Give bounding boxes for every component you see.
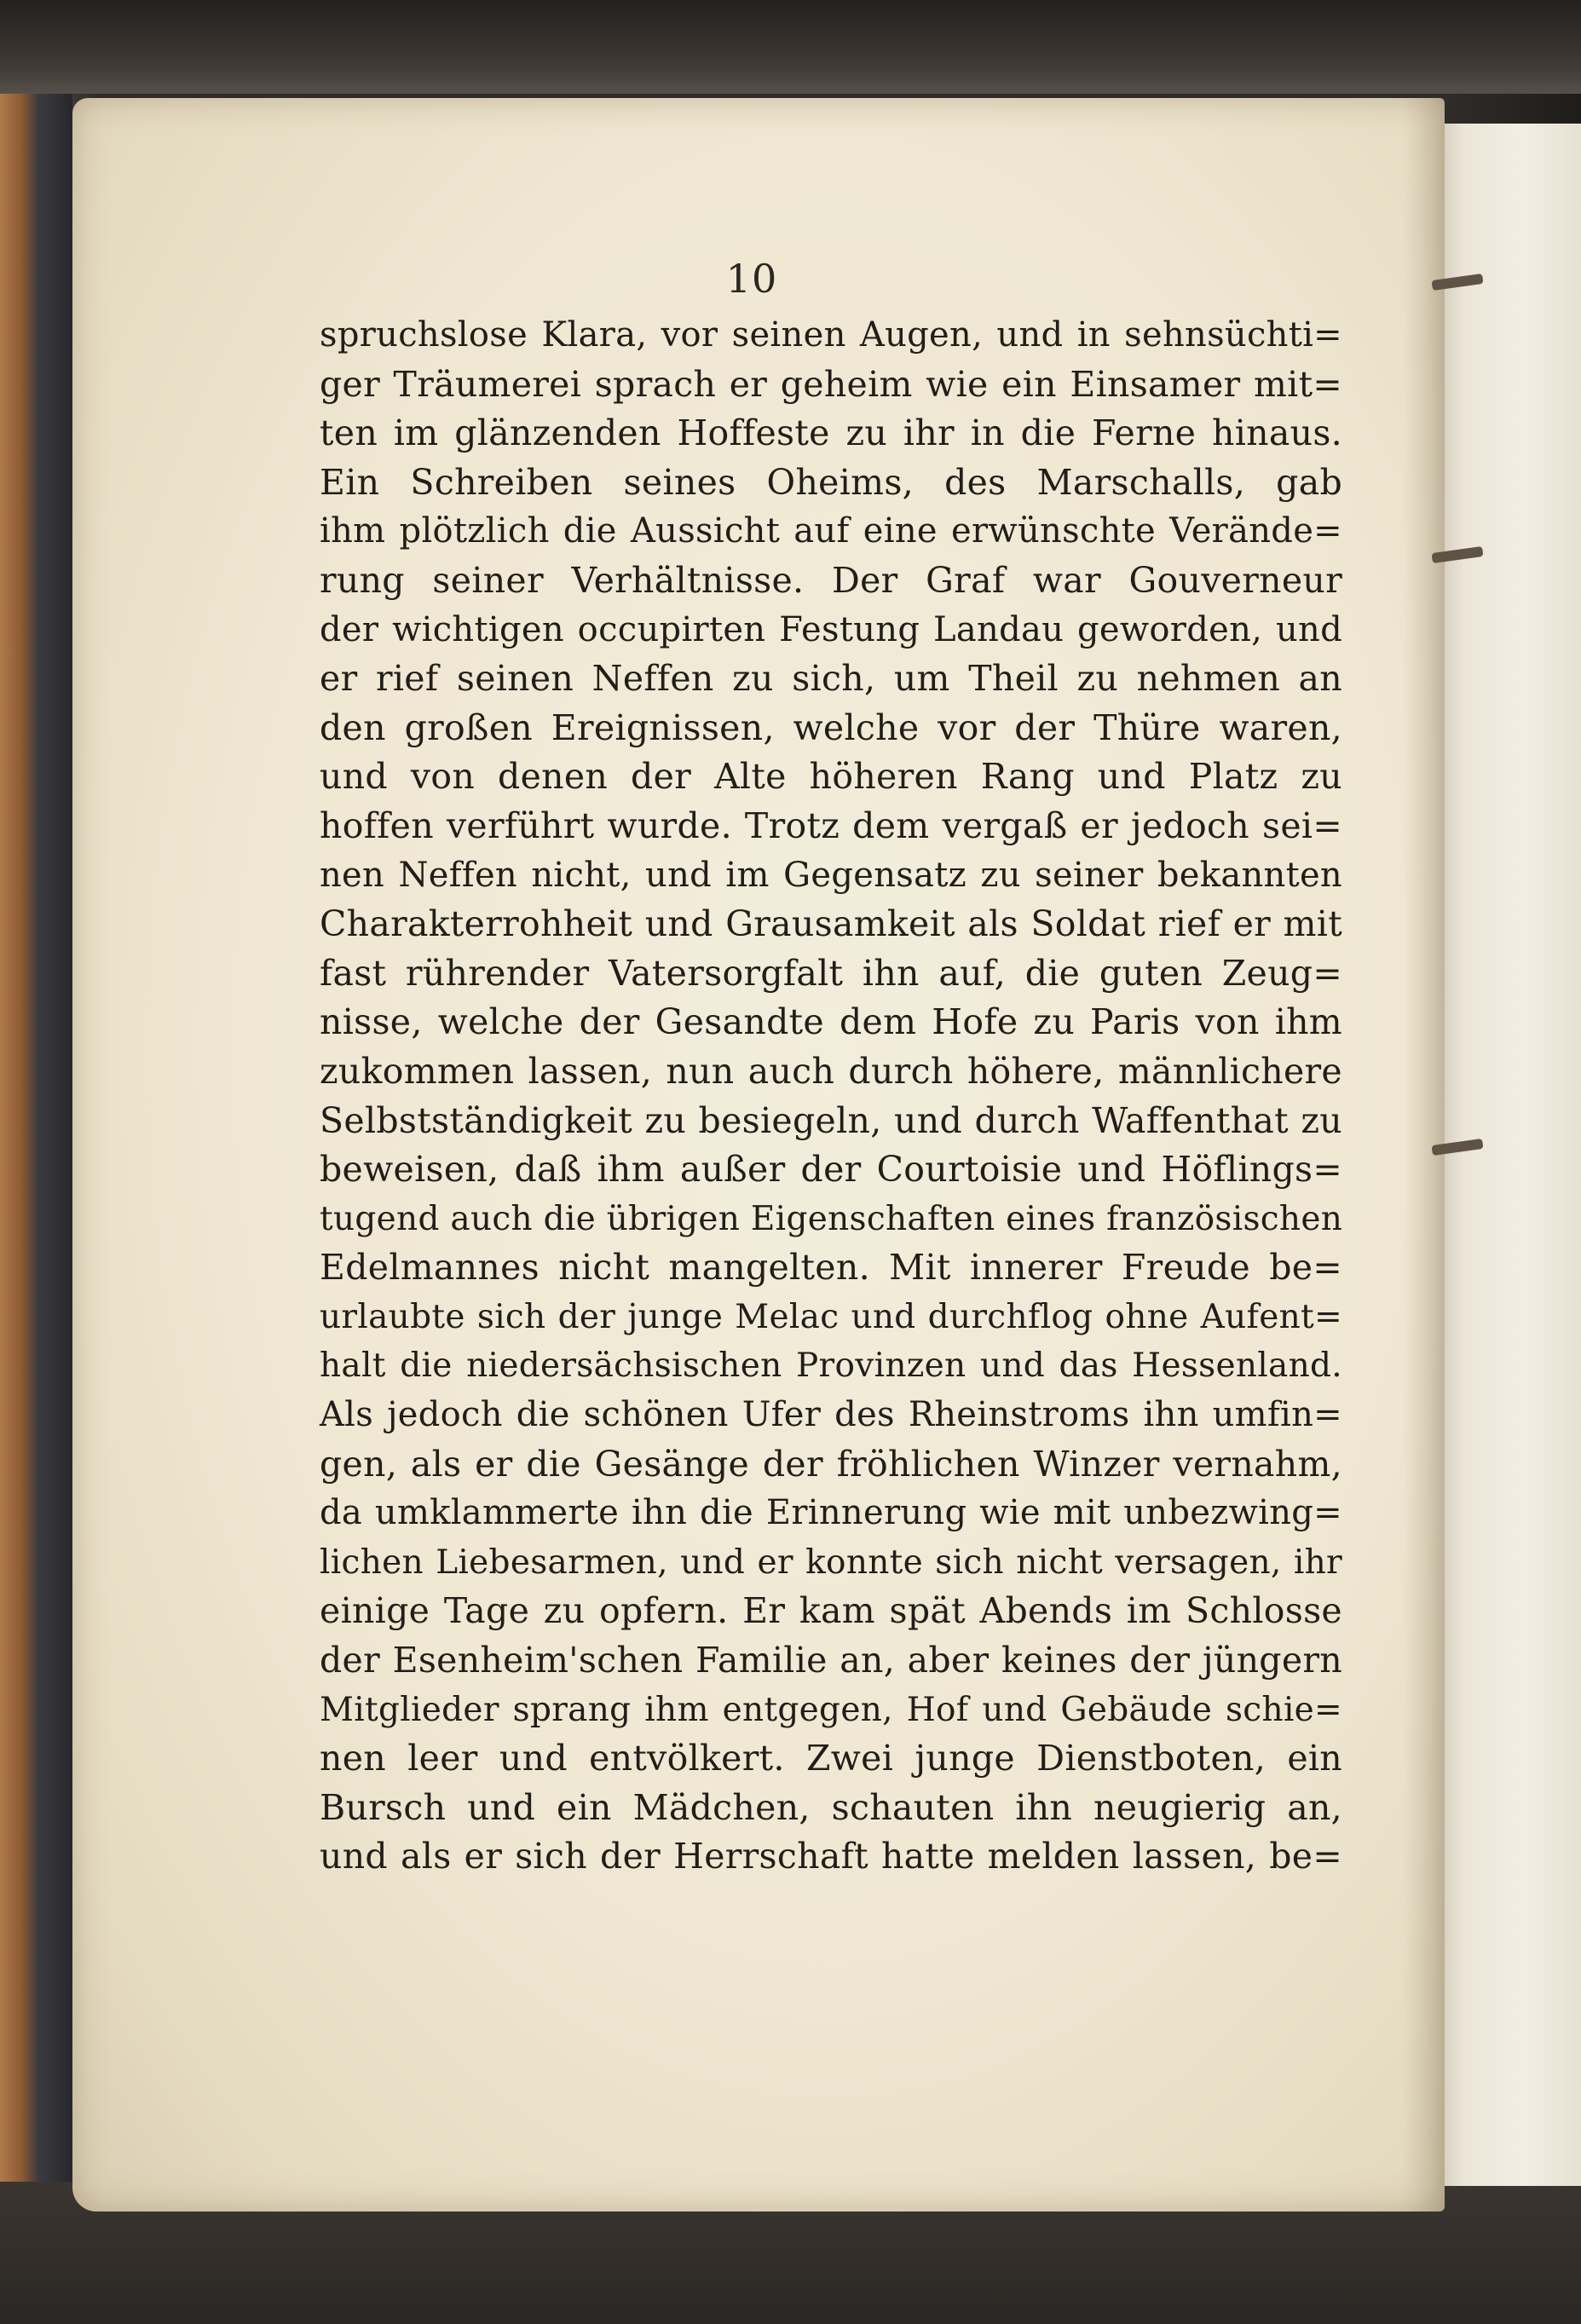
book-spine — [0, 94, 72, 2182]
book-page — [72, 98, 1445, 2212]
text-line: Mitglieder sprang ihm entgegen, Hof und Gebäude schie= — [320, 1690, 1342, 1729]
text-line: tugend auch die übrigen Eigenschaften eines französischen — [320, 1199, 1343, 1238]
text-line: hoffen verführt wurde. Trotz dem vergaß er jedoch sei= — [320, 804, 1342, 846]
text-line: halt die niedersächsischen Provinzen und das Hessenland. — [320, 1347, 1342, 1386]
text-line: der Esenheim'schen Familie an, aber keines der jüngern — [320, 1640, 1342, 1681]
text-line: Charakterrohheit und Grausamkeit als Soldat rief er mit — [320, 903, 1342, 945]
text-line: ger Träumerei sprach er geheim wie ein Einsamer mit= — [320, 363, 1342, 405]
text-line: er rief seinen Neffen zu sich, um Theil zu nehmen an — [320, 658, 1342, 700]
text-line: ihm plötzlich die Aussicht auf eine erwünschte Verände= — [320, 511, 1342, 551]
text-line: rung seiner Verhältnisse. Der Graf war Gouverneur — [320, 559, 1342, 601]
text-line: lichen Liebesarmen, und er konnte sich nicht versagen, ihr — [320, 1543, 1342, 1582]
text-line: beweisen, daß ihm außer der Courtoisie und Höflings= — [320, 1149, 1342, 1191]
facing-page-edge — [1432, 124, 1581, 2186]
text-line: gen, als er die Gesänge der fröhlichen Winzer vernahm, — [320, 1443, 1342, 1485]
text-line: zukommen lassen, nun auch durch höhere, männlichere — [320, 1050, 1342, 1092]
page-number: 10 — [725, 256, 778, 302]
text-line: und von denen der Alte höheren Rang und Platz zu — [320, 756, 1342, 798]
text-line: ten im glänzenden Hoffeste zu ihr in die Ferne hinaus. — [320, 412, 1342, 454]
text-line: urlaubte sich der junge Melac und durchflog ohne Aufent= — [320, 1297, 1342, 1336]
text-line: nisse, welche der Gesandte dem Hofe zu Paris von ihm — [320, 1001, 1342, 1043]
text-line: da umklammerte ihn die Erinnerung wie mit unbezwing= — [320, 1493, 1342, 1533]
text-line: Edelmannes nicht mangelten. Mit innerer Freude be= — [320, 1247, 1342, 1289]
text-line: Als jedoch die schönen Ufer des Rheinstroms ihn umfin= — [320, 1395, 1342, 1435]
text-line: nen Neffen nicht, und im Gegensatz zu seiner bekannten — [320, 855, 1342, 895]
text-line: nen leer und entvölkert. Zwei junge Dienstboten, ein — [320, 1738, 1342, 1779]
text-line: fast rührender Vatersorgfalt ihn auf, die guten Zeug= — [320, 952, 1342, 994]
text-line: der wichtigen occupirten Festung Landau geworden, und — [320, 609, 1342, 649]
text-line: spruchslose Klara, vor seinen Augen, und in sehnsüchti= — [320, 315, 1342, 355]
text-line: und als er sich der Herrschaft hatte melden lassen, be= — [320, 1836, 1342, 1877]
text-line: Ein Schreiben seines Oheims, des Marschalls, gab — [320, 461, 1342, 503]
text-line: einige Tage zu opfern. Er kam spät Abends im Schlosse — [320, 1590, 1342, 1632]
cover-top-edge — [0, 0, 1581, 94]
text-line: Bursch und ein Mädchen, schauten ihn neugierig an, — [320, 1786, 1342, 1828]
text-line: Selbstständigkeit zu besiegeln, und durch Waffenthat zu — [320, 1099, 1342, 1141]
text-line: den großen Ereignissen, welche vor der Thüre waren, — [320, 706, 1342, 748]
body-text — [320, 311, 1342, 1882]
